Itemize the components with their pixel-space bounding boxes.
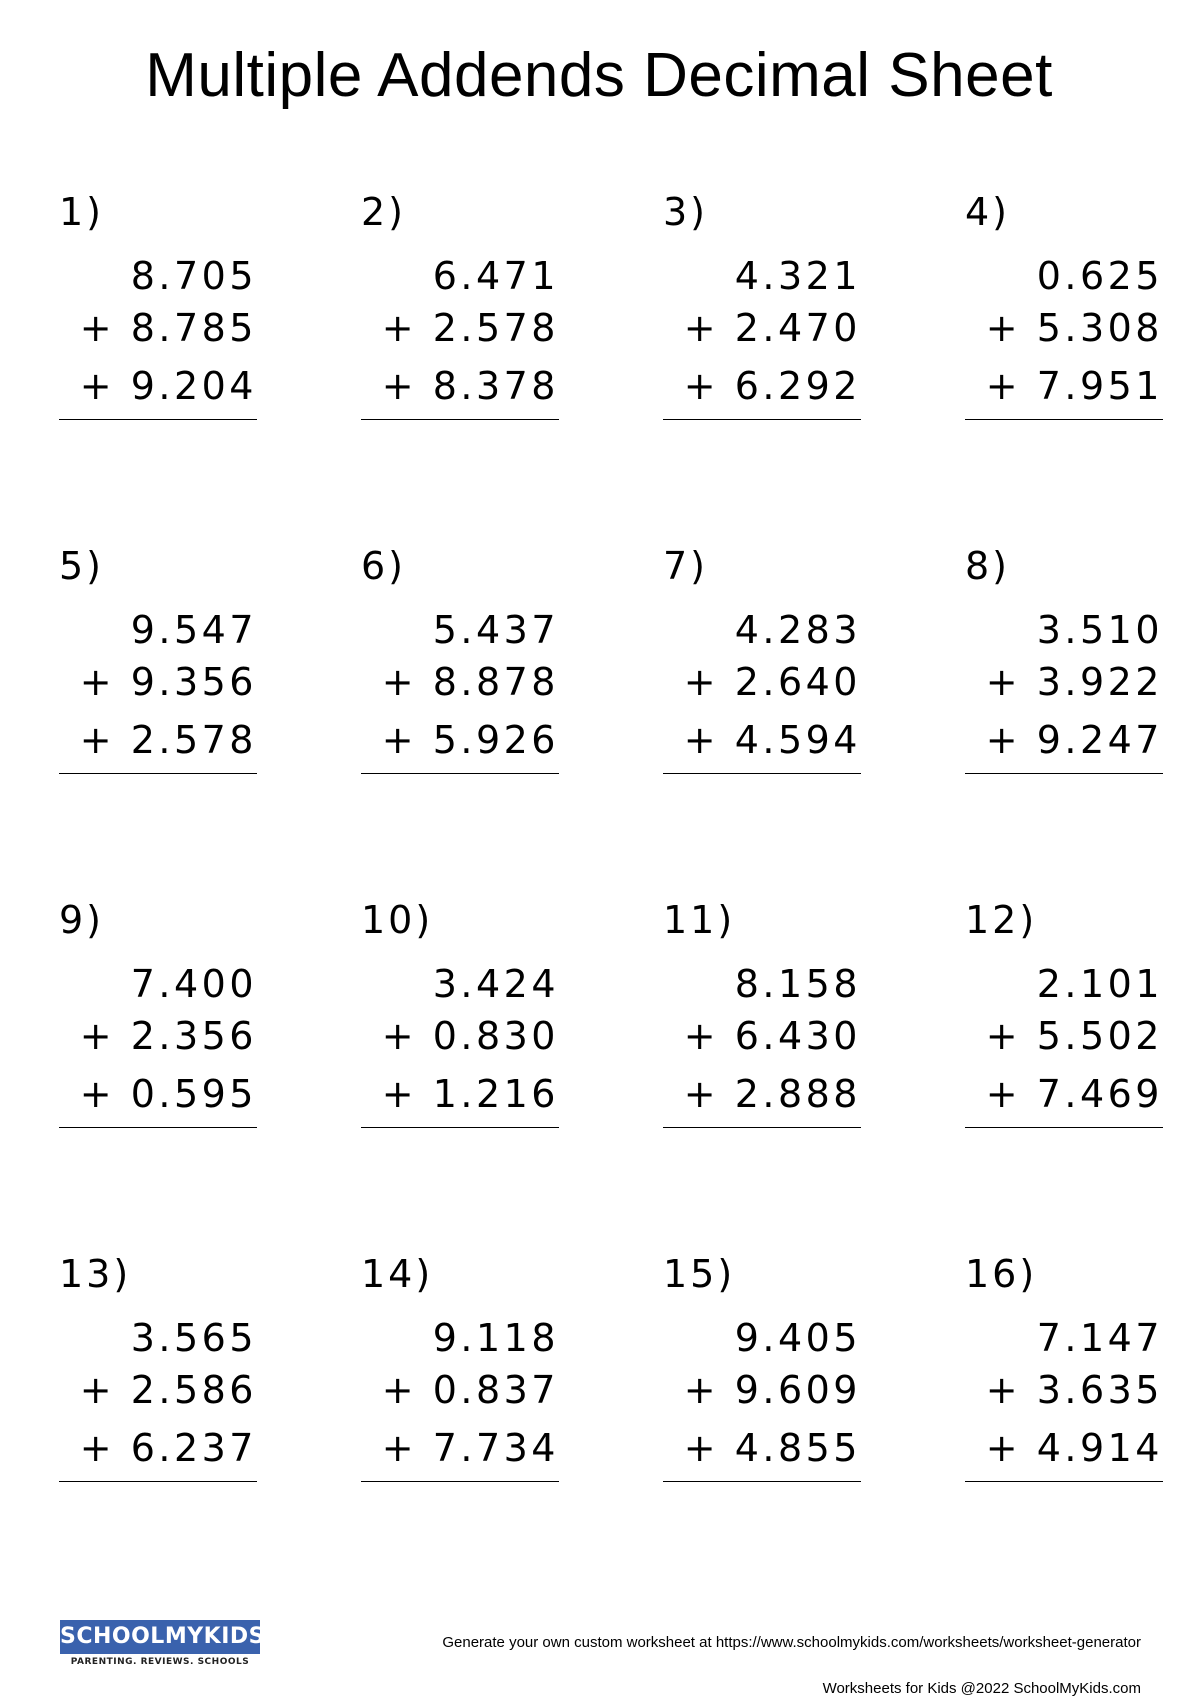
- addend-line: + 2.470: [683, 306, 861, 350]
- addend-line: + 5.308: [985, 306, 1163, 350]
- addend-line: + 5.502: [985, 1014, 1163, 1058]
- first-addend: 3.510: [1036, 608, 1163, 652]
- first-addend: 9.405: [734, 1316, 861, 1360]
- answer-rule: [59, 1127, 257, 1128]
- addend-line: + 2.640: [683, 660, 861, 704]
- problem-6: [361, 544, 559, 804]
- problem-number: 3): [663, 190, 709, 234]
- answer-rule: [965, 1481, 1163, 1482]
- first-addend: 3.565: [130, 1316, 257, 1360]
- problem-number: 6): [361, 544, 407, 588]
- problem-15: [663, 1252, 861, 1512]
- answer-rule: [361, 419, 559, 420]
- problem-2: [361, 190, 559, 450]
- answer-rule: [361, 773, 559, 774]
- addend-line: + 2.356: [79, 1014, 257, 1058]
- problem-number: 8): [965, 544, 1011, 588]
- addend-line: + 9.247: [985, 718, 1163, 762]
- problem-3: [663, 190, 861, 450]
- addend-line: + 2.578: [79, 718, 257, 762]
- first-addend: 9.118: [432, 1316, 559, 1360]
- problem-11: [663, 898, 861, 1158]
- addend-line: + 6.292: [683, 364, 861, 408]
- addend-line: + 6.430: [683, 1014, 861, 1058]
- addend-line: + 9.609: [683, 1368, 861, 1412]
- first-addend: 7.400: [130, 962, 257, 1006]
- addend-line: + 4.855: [683, 1426, 861, 1470]
- answer-rule: [59, 773, 257, 774]
- problem-number: 2): [361, 190, 407, 234]
- addend-line: + 1.216: [381, 1072, 559, 1116]
- answer-rule: [965, 419, 1163, 420]
- first-addend: 2.101: [1036, 962, 1163, 1006]
- answer-rule: [663, 1127, 861, 1128]
- first-addend: 4.321: [734, 254, 861, 298]
- problem-12: [965, 898, 1163, 1158]
- first-addend: 0.625: [1036, 254, 1163, 298]
- addend-line: + 9.204: [79, 364, 257, 408]
- problem-number: 10): [361, 898, 434, 942]
- answer-rule: [663, 773, 861, 774]
- addend-line: + 4.594: [683, 718, 861, 762]
- first-addend: 3.424: [432, 962, 559, 1006]
- problem-number: 7): [663, 544, 709, 588]
- logo-wordmark: SCHOOLMYKIDS: [60, 1620, 260, 1654]
- first-addend: 8.705: [130, 254, 257, 298]
- schoolmykids-logo: [60, 1620, 265, 1667]
- first-addend: 8.158: [734, 962, 861, 1006]
- addend-line: + 9.356: [79, 660, 257, 704]
- answer-rule: [965, 1127, 1163, 1128]
- addend-line: + 2.578: [381, 306, 559, 350]
- addend-line: + 4.914: [985, 1426, 1163, 1470]
- problem-9: [59, 898, 257, 1158]
- problem-13: [59, 1252, 257, 1512]
- addend-line: + 0.837: [381, 1368, 559, 1412]
- addend-line: + 8.378: [381, 364, 559, 408]
- copyright-text: Worksheets for Kids @2022 SchoolMyKids.com: [822, 1680, 1141, 1697]
- addend-line: + 2.888: [683, 1072, 861, 1116]
- problem-4: [965, 190, 1163, 450]
- answer-rule: [361, 1481, 559, 1482]
- answer-rule: [59, 419, 257, 420]
- addend-line: + 7.734: [381, 1426, 559, 1470]
- addend-line: + 2.586: [79, 1368, 257, 1412]
- page-title: Multiple Addends Decimal Sheet: [145, 41, 1053, 110]
- problem-number: 9): [59, 898, 105, 942]
- problem-number: 12): [965, 898, 1038, 942]
- first-addend: 9.547: [130, 608, 257, 652]
- problem-number: 11): [663, 898, 736, 942]
- problem-number: 15): [663, 1252, 736, 1296]
- problem-7: [663, 544, 861, 804]
- logo-tagline: PARENTING. REVIEWS. SCHOOLS: [70, 1657, 250, 1667]
- problem-14: [361, 1252, 559, 1512]
- answer-rule: [965, 773, 1163, 774]
- generator-link-text: Generate your own custom worksheet at https://www.schoolmykids.com/worksheets/worksheet-generator: [442, 1634, 1141, 1651]
- first-addend: 5.437: [432, 608, 559, 652]
- addend-line: + 0.830: [381, 1014, 559, 1058]
- first-addend: 7.147: [1036, 1316, 1163, 1360]
- problem-5: [59, 544, 257, 804]
- problem-8: [965, 544, 1163, 804]
- addend-line: + 0.595: [79, 1072, 257, 1116]
- problem-number: 4): [965, 190, 1011, 234]
- addend-line: + 3.635: [985, 1368, 1163, 1412]
- first-addend: 6.471: [432, 254, 559, 298]
- answer-rule: [663, 1481, 861, 1482]
- answer-rule: [361, 1127, 559, 1128]
- addend-line: + 8.878: [381, 660, 559, 704]
- problem-10: [361, 898, 559, 1158]
- problem-number: 14): [361, 1252, 434, 1296]
- problem-number: 5): [59, 544, 105, 588]
- problem-number: 16): [965, 1252, 1038, 1296]
- addend-line: + 3.922: [985, 660, 1163, 704]
- problem-16: [965, 1252, 1163, 1512]
- addend-line: + 6.237: [79, 1426, 257, 1470]
- problem-1: [59, 190, 257, 450]
- answer-rule: [663, 419, 861, 420]
- first-addend: 4.283: [734, 608, 861, 652]
- problem-number: 13): [59, 1252, 132, 1296]
- addend-line: + 5.926: [381, 718, 559, 762]
- addend-line: + 7.469: [985, 1072, 1163, 1116]
- addend-line: + 8.785: [79, 306, 257, 350]
- answer-rule: [59, 1481, 257, 1482]
- addend-line: + 7.951: [985, 364, 1163, 408]
- problem-number: 1): [59, 190, 105, 234]
